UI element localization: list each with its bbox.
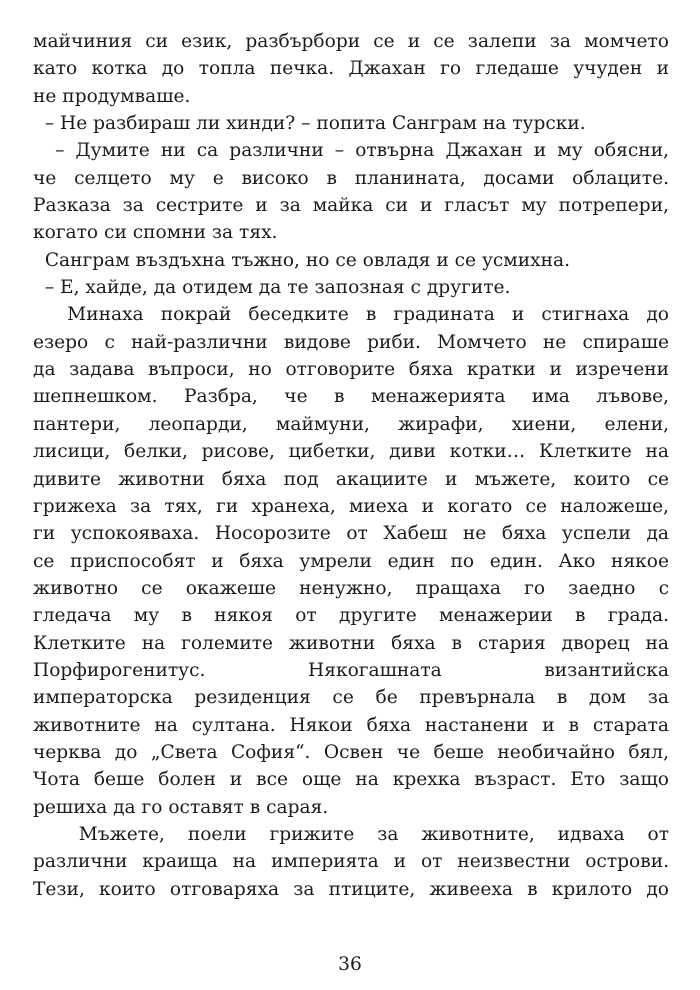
text-line: Порфирогенитус. Някогашната византийска [33, 659, 669, 681]
text-line: Санграм въздъхна тъжно, но се овладя и се усмихна. [33, 249, 571, 271]
text-line: се приспособят и бяха умрели един по един. Ако някое [33, 550, 669, 572]
text-line: ги успокояваха. Носорозите от Хабеш не бяха успели да [33, 523, 669, 545]
text-line: когато си спомни за тях. [33, 222, 278, 244]
text-line: като котка до топла печка. Джахан го гледаше учуден и [33, 58, 669, 80]
text-line: решиха да го оставят в сарая. [33, 796, 329, 818]
text-line: черква до „Света София“. Освен че беше необичайно бял, [33, 741, 669, 763]
text-line: майчиния си език, разбърбори се и се залепи за момчето [33, 31, 669, 52]
text-line: Разказа за сестрите и за майка си и гласът му потрепери, [33, 195, 669, 217]
text-line: пантери, леопарди, маймуни, жирафи, хиени, елени, [33, 413, 669, 435]
page-body-text [33, 28, 669, 903]
text-line: животните на султана. Някои бяха настанени и в старата [33, 714, 669, 736]
text-line: Минаха покрай беседките в градината и стигнаха до [33, 304, 669, 326]
text-line: животно се окажеше ненужно, пращаха го заедно с [33, 577, 669, 599]
text-line: грижеха за тях, ги хранеха, миеха и когато се наложеше, [33, 495, 669, 517]
text-line: императорска резиденция се бе превърнала в дом за [33, 687, 669, 709]
text-line: шепнешком. Разбра, че в менажерията има лъвове, [33, 386, 669, 408]
text-line: различни краища на империята и от неизвестни острови. [33, 851, 669, 873]
text-line: Чота беше болен и все още на крехка възраст. Ето защо [33, 769, 669, 791]
text-line: езеро с най-различни видове риби. Момчето не спираше [33, 331, 669, 353]
text-line: не продумваше. [33, 85, 191, 107]
text-line: Мъжете, поели грижите за животните, идваха от [33, 823, 669, 845]
text-line: – Не разбираш ли хинди? – попита Санграм на турски. [33, 113, 586, 135]
text-line: Клетките на големите животни бяха в стария дворец на [33, 632, 669, 654]
text-line: дивите животни бяха под акациите и мъжете, които се [33, 468, 669, 490]
text-line: – Е, хайде, да отидем да те запозная с другите. [33, 277, 511, 299]
text-line: лисици, белки, рисове, цибетки, диви котки… Клетките на [33, 441, 669, 463]
text-line: че селцето му е високо в планината, досами облаците. [33, 167, 669, 189]
page-number: 36 [338, 954, 362, 975]
text-line: да задава въпроси, но отговорите бяха кратки и изречени [33, 359, 669, 381]
text-line: гледача му в някоя от другите менажерии в града. [33, 605, 669, 627]
text-line: Тези, които отговаряха за птиците, живееха в крилото до [33, 878, 669, 900]
text-line: – Думите ни са различни – отвърна Джахан и му обясни, [33, 140, 669, 162]
